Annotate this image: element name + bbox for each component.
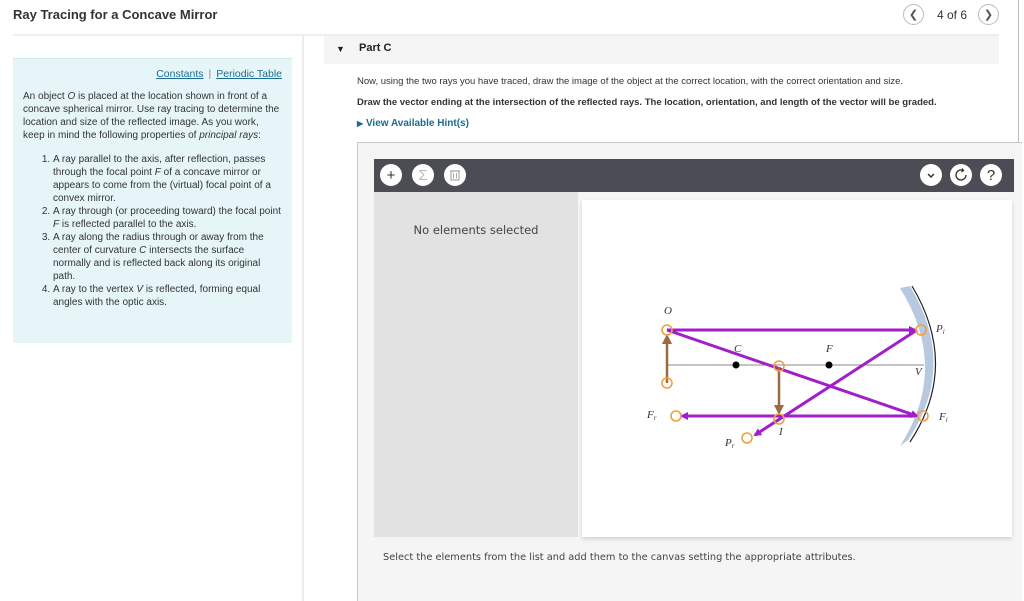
sum-button[interactable] [412, 164, 434, 186]
help-icon: ? [986, 166, 996, 184]
part-c-header[interactable] [324, 36, 999, 64]
principal-rays-list [23, 153, 282, 309]
plus-icon: + [386, 166, 396, 184]
no-elements-text: No elements selected [413, 223, 539, 237]
caret-down-icon: ▼ [336, 44, 345, 54]
list-item: 3. A ray along the radius through or away from the center of curvature C intersects the surface normally and is reflected back along its original path. [53, 231, 282, 283]
intro-text: is placed at the location shown in front of a concave spherical mirror. Use ray tracing to determine the location and size of the reflected image. As you work, keep in mind the following properties of [23, 91, 280, 141]
page-title: Ray Tracing for a Concave Mirror [13, 7, 218, 22]
hint-label: View Available Hint(s) [365, 118, 469, 129]
intro-italic: O [67, 91, 76, 102]
problem-intro [23, 90, 282, 142]
constants-link[interactable]: Constants [156, 68, 204, 80]
list-item: 1. A ray parallel to the axis, after reflection, passes through the focal point F of a concave mirror or appears to come from the (virtual) focal point of a convex mirror. [53, 153, 282, 205]
svg-text:Pr: Pr [725, 437, 735, 450]
intro-text: : [258, 130, 261, 141]
part-label: Part C [359, 42, 392, 54]
drawing-canvas[interactable] [582, 200, 1012, 537]
svg-text:I: I [779, 426, 783, 438]
delete-button[interactable] [444, 164, 466, 186]
svg-text:Fi: Fi [939, 411, 948, 424]
prev-button[interactable] [903, 4, 924, 25]
next-button[interactable] [978, 4, 999, 25]
list-item: 2. A ray through (or proceeding toward) the focal point F is reflected parallel to the axis. [53, 205, 282, 231]
view-hints-link[interactable] [357, 118, 469, 129]
ray-diagram [582, 200, 1012, 537]
reset-icon [953, 167, 969, 183]
svg-text:V: V [915, 366, 922, 378]
svg-text:O: O [664, 305, 672, 317]
dropdown-button[interactable] [920, 164, 942, 186]
svg-text:Fr: Fr [647, 409, 657, 422]
drawing-toolbar [374, 159, 1014, 192]
intro-text: An object [23, 91, 68, 102]
chevron-down-icon [926, 172, 936, 179]
add-element-button[interactable] [380, 164, 402, 186]
point-f [826, 362, 833, 369]
svg-text:Pi: Pi [936, 323, 945, 336]
link-separator: | [208, 68, 212, 80]
problem-statement-panel [13, 58, 292, 343]
pager-text: 4 of 6 [937, 7, 968, 22]
pager [903, 4, 999, 25]
periodic-table-link[interactable]: Periodic Table [216, 68, 282, 80]
instruction-bold: Draw the vector ending at the intersection of the reflected rays. The location, orientation, and length of the vector will be graded. [357, 97, 937, 108]
sigma-icon: Σ [418, 166, 428, 184]
trash-icon [450, 169, 460, 181]
help-button[interactable] [980, 164, 1002, 186]
chevron-left-icon: ❮ [908, 9, 919, 21]
intro-italic: principal rays [199, 130, 259, 141]
instruction-text: Now, using the two rays you have traced, draw the image of the object at the correct location, with the correct orientation and size. [357, 76, 904, 87]
caret-right-icon: ▶ [357, 119, 364, 128]
svg-text:F: F [826, 343, 833, 355]
canvas-instructions: Select the elements from the list and add them to the canvas setting the appropriate attributes. [383, 552, 856, 563]
header [0, 0, 1024, 34]
chevron-right-icon: ❯ [983, 9, 994, 21]
element-list-panel [374, 192, 578, 537]
resource-links [23, 68, 282, 81]
list-item: 4. A ray to the vertex V is reflected, forming equal angles with the optic axis. [53, 283, 282, 309]
reset-button[interactable] [950, 164, 972, 186]
point-c [733, 362, 740, 369]
svg-text:C: C [734, 343, 742, 355]
panel-divider [302, 36, 304, 601]
